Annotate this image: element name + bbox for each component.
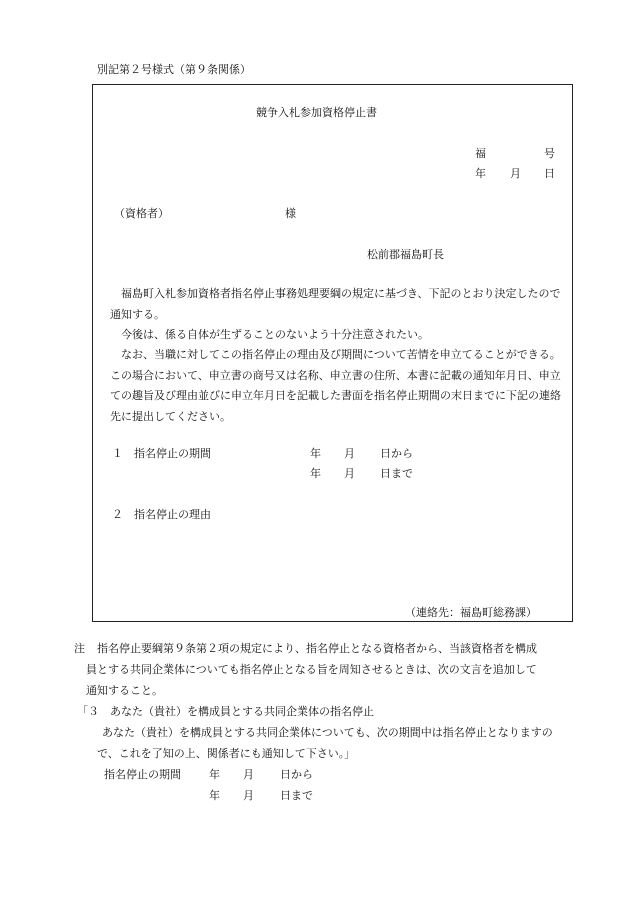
contact-info: （連絡先：福島町総務課） xyxy=(405,606,537,619)
item1-to-day: 日まで xyxy=(380,467,413,480)
item1-label: １ 指名停止の期間 xyxy=(112,447,211,460)
number-prefix: 福 xyxy=(475,147,486,160)
item2-label: ２ 指名停止の理由 xyxy=(112,508,211,521)
quote-line-1: あなた（貴社）を構成員とする共同企業体についても、次の期間中は指名停止となりますの xyxy=(102,726,553,739)
document-title: 競争入札参加資格停止書 xyxy=(256,106,377,119)
item1-from-day: 日から xyxy=(380,447,413,460)
recipient-label: （資格者） xyxy=(114,207,169,220)
note-to-month: 月 xyxy=(243,789,254,802)
note-from-day: 日から xyxy=(280,768,313,781)
item1-from-year: 年 xyxy=(310,447,321,460)
quote-heading: 「３ あなた（貴社）を構成員とする共同企業体の指名停止 xyxy=(77,705,374,718)
note-period-label: 指名停止の期間 xyxy=(104,768,181,781)
item1-to-month: 月 xyxy=(344,467,355,480)
quote-line-2: で、これを了知の上、関係者にも通知して下さい。」 xyxy=(97,747,356,760)
note-to-day: 日まで xyxy=(280,789,313,802)
note-mark: 注 xyxy=(74,642,85,655)
date-day: 日 xyxy=(544,167,555,180)
note-text-1: 指名停止要綱第９条第２項の規定により、指名停止となる資格者から、当該資格者を構成 xyxy=(97,642,537,655)
note-text-2: 員とする共同企業体についても指名停止となる旨を周知させるときは、次の文言を追加して xyxy=(86,663,537,676)
body-paragraph-3: なお、当職に対してこの指名停止の理由及び期間について苦情を申立てることができる。この場合において、申立書の商号又は名称、申立書の住所、本書に記載の通知年月日、申立ての趣旨及び理由並びに申立年月日を記載した書面を指名停止期間の末日までに下記の連絡先に提出してください。 xyxy=(110,348,561,423)
issuer-name: 松前郡福島町長 xyxy=(367,248,444,261)
date-month: 月 xyxy=(510,167,521,180)
item1-to-year: 年 xyxy=(310,467,321,480)
note-from-month: 月 xyxy=(243,768,254,781)
note-from-year: 年 xyxy=(209,768,220,781)
date-year: 年 xyxy=(475,167,486,180)
recipient-honorific: 様 xyxy=(285,207,296,220)
note-to-year: 年 xyxy=(209,789,220,802)
number-suffix: 号 xyxy=(544,147,555,160)
note-text-3: 通知すること。 xyxy=(86,684,163,697)
body-paragraph-2: 今後は、係る自体が生ずることのないよう十分注意されたい。 xyxy=(121,328,429,341)
body-paragraph-1: 福島町入札参加資格者指名停止事務処理要綱の規定に基づき、下記のとおり決定したので通知する。 xyxy=(110,287,561,321)
item1-from-month: 月 xyxy=(344,447,355,460)
form-label: 別記第２号様式（第９条関係） xyxy=(97,63,251,76)
